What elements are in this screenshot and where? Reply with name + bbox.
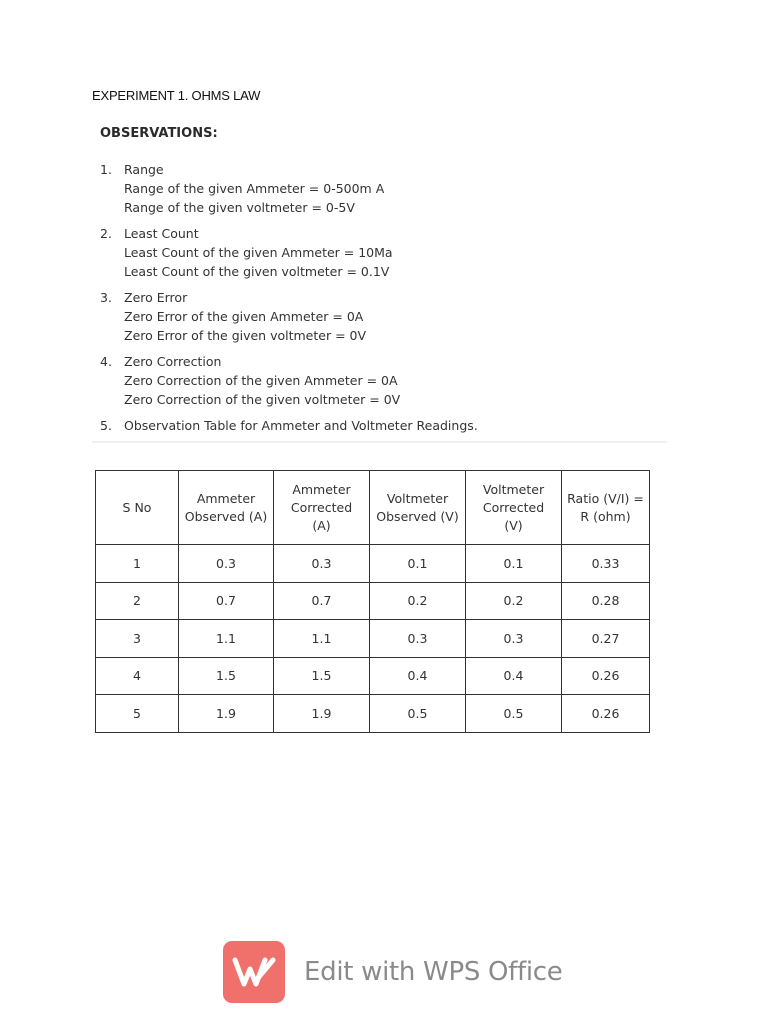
table-row [96,545,650,583]
column-header-ratio: Ratio (V/I) = R (ohm) [562,471,650,545]
table-cell: 5 [96,695,179,733]
table-cell: 0.4 [370,657,466,695]
column-header-voltmeter-observed: Voltmeter Observed (V) [370,471,466,545]
table-cell: 0.4 [466,657,562,695]
table-cell: 0.2 [466,582,562,620]
table-cell: 1.5 [179,657,274,695]
table-cell: 0.7 [179,582,274,620]
wps-office-logo-icon [223,941,285,1003]
table-cell: 0.2 [370,582,466,620]
observation-number: 1. [100,162,112,177]
section-divider [92,441,667,443]
observation-line: Range of the given voltmeter = 0-5V [124,200,355,215]
observation-line: Zero Correction of the given voltmeter = 0V [124,392,401,407]
table-cell: 0.7 [274,582,370,620]
table-cell: 1.5 [274,657,370,695]
observation-item [100,416,478,435]
table-cell: 0.5 [370,695,466,733]
observation-number: 2. [100,226,112,241]
observation-line: Least Count of the given voltmeter = 0.1V [124,264,390,279]
observation-item [100,160,478,217]
table-cell: 0.26 [562,657,650,695]
table-cell: 0.28 [562,582,650,620]
observation-number: 3. [100,290,112,305]
table-row [96,582,650,620]
table-row [96,695,650,733]
table-cell: 1.1 [179,620,274,658]
observation-number: 5. [100,418,112,433]
table-cell: 3 [96,620,179,658]
observation-line: Range of the given Ammeter = 0-500m A [124,181,385,196]
observations-list [100,160,478,442]
observation-item [100,224,478,281]
observation-heading: Range [124,162,164,177]
wps-edit-banner[interactable] [223,941,562,1003]
observation-heading: Zero Error [124,290,188,305]
table-cell: 0.3 [466,620,562,658]
table-cell: 0.3 [274,545,370,583]
table-cell: 1.9 [179,695,274,733]
table-cell: 0.3 [370,620,466,658]
column-header-s-no: S No [96,471,179,545]
experiment-title: EXPERIMENT 1. OHMS LAW [92,88,261,103]
observation-line: Zero Error of the given voltmeter = 0V [124,328,367,343]
table-cell: 0.26 [562,695,650,733]
observation-item [100,288,478,345]
table-cell: 0.1 [466,545,562,583]
observation-line: Least Count of the given Ammeter = 10Ma [124,245,393,260]
table-cell: 1.9 [274,695,370,733]
table-cell: 0.33 [562,545,650,583]
observation-heading: Observation Table for Ammeter and Voltmeter Readings. [124,418,478,433]
table-cell: 0.3 [179,545,274,583]
observation-heading: Least Count [124,226,199,241]
observation-line: Zero Error of the given Ammeter = 0A [124,309,364,324]
table-row [96,620,650,658]
column-header-voltmeter-corrected: Voltmeter Corrected (V) [466,471,562,545]
table-cell: 1 [96,545,179,583]
table-cell: 0.27 [562,620,650,658]
observation-table [95,470,650,733]
table-cell: 1.1 [274,620,370,658]
column-header-ammeter-corrected: Ammeter Corrected (A) [274,471,370,545]
table-cell: 2 [96,582,179,620]
observation-heading: Zero Correction [124,354,222,369]
table-cell: 0.1 [370,545,466,583]
table-header-row [96,471,650,545]
observation-line: Zero Correction of the given Ammeter = 0A [124,373,398,388]
observation-item [100,352,478,409]
table-cell: 4 [96,657,179,695]
column-header-ammeter-observed: Ammeter Observed (A) [179,471,274,545]
observations-heading: OBSERVATIONS: [100,126,218,141]
wps-edit-text[interactable]: Edit with WPS Office [304,957,563,987]
observation-number: 4. [100,354,112,369]
table-row [96,657,650,695]
table-cell: 0.5 [466,695,562,733]
